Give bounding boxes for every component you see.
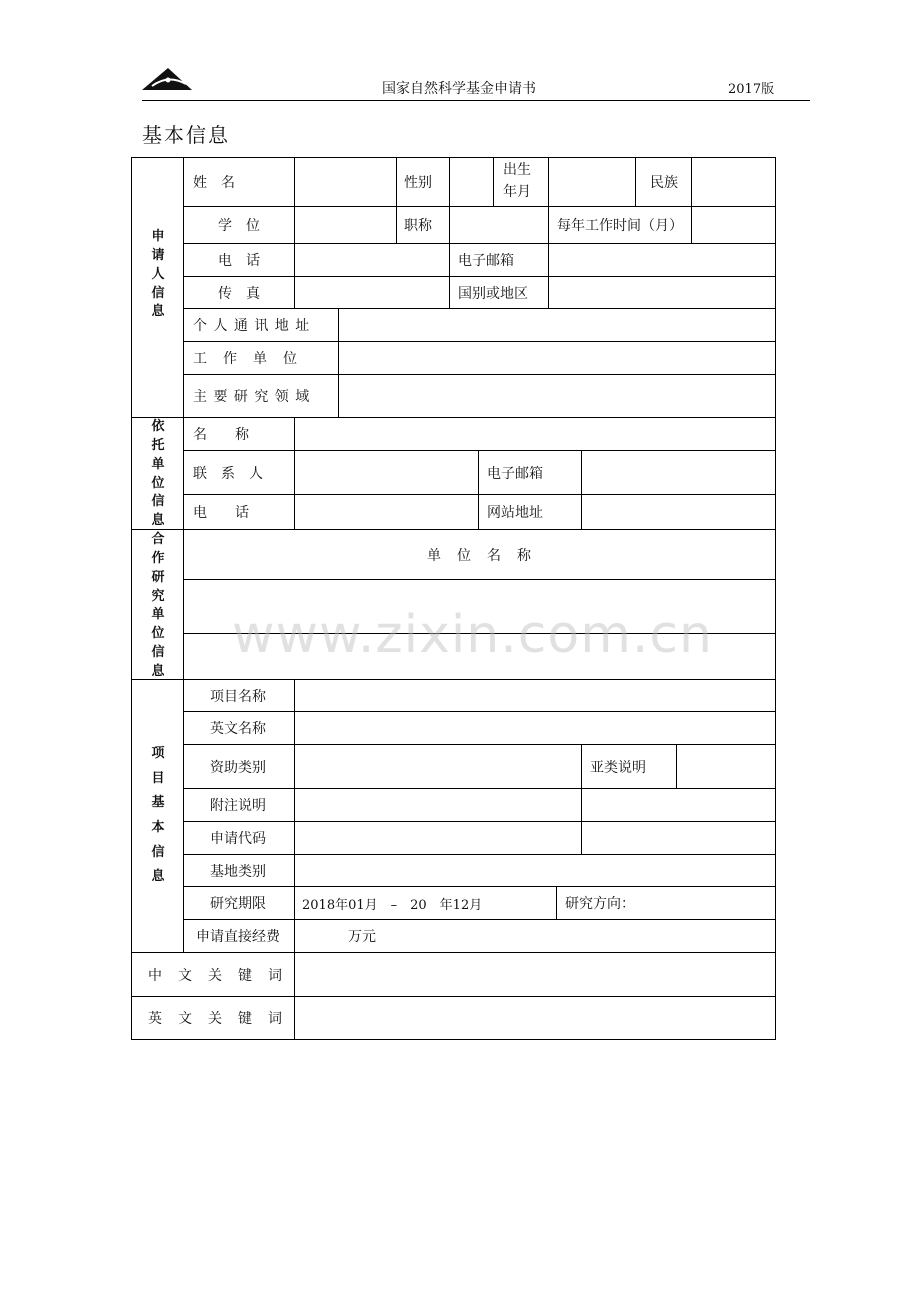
applicant-group-label: 申 请 人 信 息 [151,229,165,320]
host-email-label: 电子邮箱 [487,465,543,482]
section-title: 基本信息 [142,123,230,147]
document-header [142,66,810,101]
note-label: 附注说明 [210,798,266,814]
document-version: 2017版 [728,82,775,97]
funding-type-label: 资助类别 [210,759,266,776]
cooperation-group-label: 合 作 研 究 单 位 信 息 [151,532,165,679]
research-field-label: 主 要 研 究 领 域 [193,389,311,405]
code-label: 申请代码 [210,831,266,847]
host-website-label: 网站地址 [487,505,543,521]
direction-label: 研究方向： [565,896,635,912]
host-name-label: 名 称 [193,427,249,443]
address-label: 个 人 通 讯 地 址 [193,318,311,334]
degree-label: 学 位 [218,218,260,234]
host-phone-label: 电 话 [193,505,249,521]
host-contact-label: 联 系 人 [193,465,263,482]
gender-label: 性别 [404,175,432,191]
email-label: 电子邮箱 [458,253,514,269]
subcategory-label: 亚类说明 [590,759,646,776]
name-label: 姓 名 [193,175,235,191]
ethnicity-label: 民族 [650,175,678,191]
country-label: 国别或地区 [458,285,528,302]
birth-label: 出生 年月 [503,162,531,200]
work-time-label: 每年工作时间（月） [557,218,683,234]
chinese-keywords-label: 中 文 关 键 词 [148,967,283,984]
document-title: 国家自然科学基金申请书 [382,81,536,97]
budget-unit: 万元 [348,929,376,945]
employer-label: 工 作 单 位 [193,351,298,367]
unit-name-header: 单 位 名 称 [427,547,532,564]
watermark: www.zixin.com.cn [232,605,713,665]
phone-label: 电 话 [218,253,260,269]
period-value: 2018年01月 – 20 年12月 [302,897,483,913]
english-keywords-label: 英 文 关 键 词 [148,1011,283,1027]
fax-label: 传 真 [218,285,260,302]
project-name-label: 项目名称 [210,688,266,705]
period-label: 研究期限 [210,896,266,912]
english-name-label: 英文名称 [210,721,266,737]
base-type-label: 基地类别 [210,863,266,880]
budget-label: 申请直接经费 [196,929,280,945]
project-group-label: 项 目 基 本 信 息 [151,746,165,885]
nsfc-logo-icon [142,66,194,94]
host-group-label: 依 托 单 位 信 息 [151,419,165,529]
title-label: 职称 [404,218,432,234]
